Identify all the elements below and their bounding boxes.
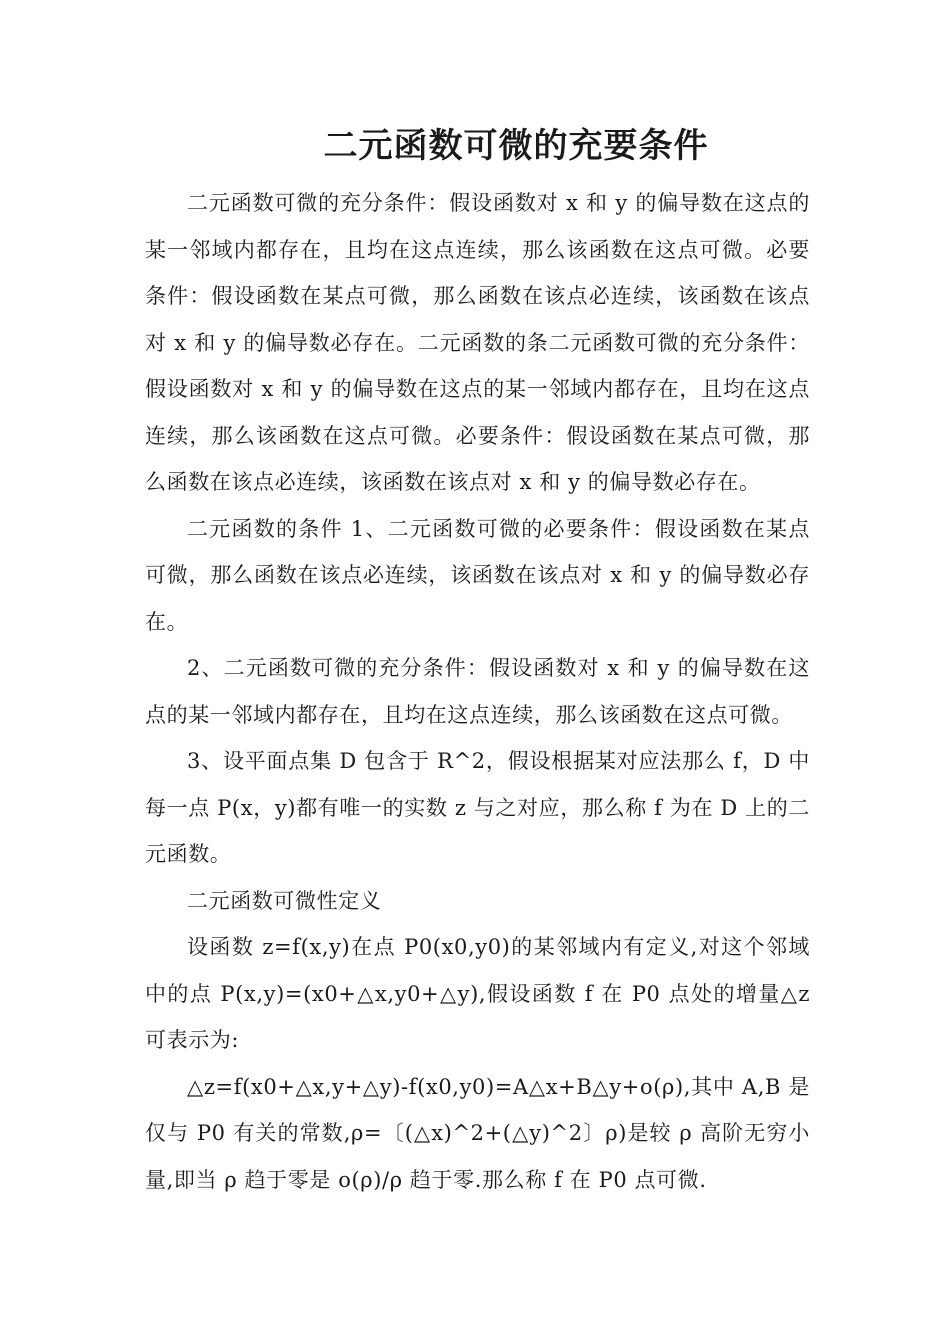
paragraph-condition-1: 二元函数的条件 1、二元函数可微的必要条件：假设函数在某点可微，那么函数在该点必连续，该函数在该点对 x 和 y 的偏导数必存在。 bbox=[145, 516, 810, 634]
paragraph-definition-formula: △z=f(x0+△x,y+△y)-f(x0,y0)=A△x+B△y+o(ρ),其中 A,B 是仅与 P0 有关的常数,ρ=〔(△x)^2+(△y)^2〕ρ)是较 ρ 高阶无穷小量,即当 ρ 趋于零是 o(ρ)/ρ 趋于零.那么称 f 在 P0 点可微. bbox=[145, 1074, 811, 1192]
paragraph-sufficient-necessary: 二元函数可微的充分条件：假设函数对 x 和 y 的偏导数在这点的某一邻域内都存在，且均在这点连续，那么该函数在这点可微。必要条件：假设函数在某点可微，那么函数在该点必连续，该函数在该点对 x 和 y 的偏导数必存在。二元函数的条二元函数可微的充分条件：假设函数对 x 和 y 的偏导数在这点的某一邻域内都存在，且均在这点连续，那么该函数在这点可微。必要条件：假设函数在某点可微，那么函数在该点必连续，该函数在该点对 x 和 y 的偏导数必存在。 bbox=[145, 191, 810, 494]
paragraph-definition-setup: 设函数 z=f(x,y)在点 P0(x0,y0)的某邻域内有定义,对这个邻域中的点 P(x,y)=(x0+△x,y0+△y),假设函数 f 在 P0 点处的增量△z 可表示为: bbox=[145, 935, 810, 1052]
section-heading-definition: 二元函数可微性定义 bbox=[187, 888, 382, 913]
document-title: 二元函数可微的充要条件 bbox=[323, 126, 709, 166]
paragraph-condition-3: 3、设平面点集 D 包含于 R^2，假设根据某对应法那么 f，D 中每一点 P(x，y)都有唯一的实数 z 与之对应，那么称 f 为在 D 上的二元函数。 bbox=[145, 749, 810, 866]
paragraph-condition-2: 2、二元函数可微的充分条件：假设函数对 x 和 y 的偏导数在这点的某一邻域内都存在，且均在这点连续，那么该函数在这点可微。 bbox=[145, 656, 810, 727]
document-body bbox=[145, 180, 810, 1203]
